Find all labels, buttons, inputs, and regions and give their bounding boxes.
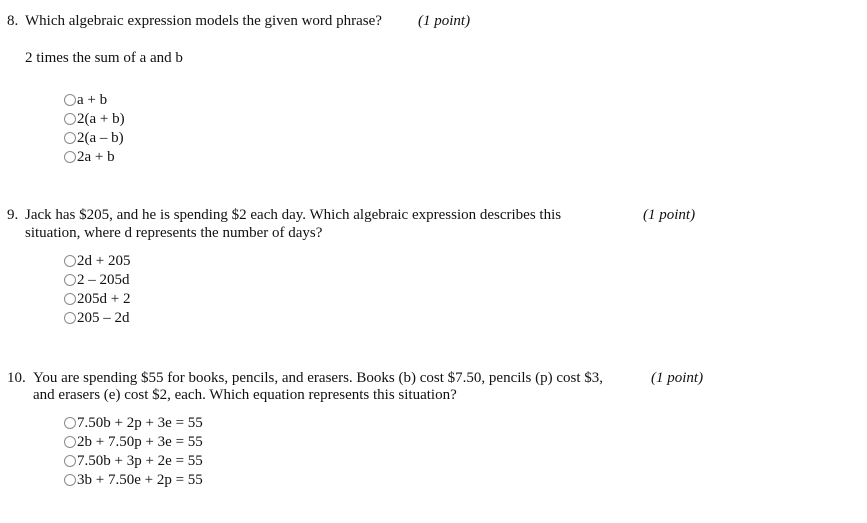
question-number: 10. [7,370,26,386]
answer-option[interactable] [64,308,130,327]
radio-button[interactable] [64,455,76,467]
answer-option[interactable] [64,470,203,489]
question-text: Which algebraic expression models the given word phrase? [25,13,382,29]
answer-option[interactable] [64,90,107,109]
question-points: (1 point) [651,370,704,386]
answer-option-label: 2d + 205 [77,252,131,269]
radio-button[interactable] [64,113,76,125]
radio-button[interactable] [64,151,76,163]
answer-option-label: 7.50b + 2p + 3e = 55 [77,414,203,431]
question-text-continued: and erasers (e) cost $2, each. Which equation represents this situation? [33,387,457,403]
radio-button[interactable] [64,94,76,106]
question-points: (1 point) [643,207,696,223]
question-prompt: 2 times the sum of a and b [25,50,183,66]
answer-option-label: 3b + 7.50e + 2p = 55 [77,471,203,488]
radio-button[interactable] [64,132,76,144]
answer-option[interactable] [64,413,203,432]
question-text: Jack has $205, and he is spending $2 each day. Which algebraic expression describes this [25,207,562,223]
answer-option[interactable] [64,451,203,470]
radio-button[interactable] [64,255,76,267]
answer-option-label: 2a + b [77,148,115,165]
answer-option-label: 205 – 2d [77,309,130,326]
question-number: 9. [7,207,19,223]
answer-option-label: a + b [77,91,108,108]
answer-option-label: 2(a – b) [77,129,124,146]
question-text: You are spending $55 for books, pencils, and erasers. Books (b) cost $7.50, pencils (p) cost $3, [33,370,604,386]
radio-button[interactable] [64,474,76,486]
answer-option-label: 2 – 205d [77,271,130,288]
answer-option-label: 2(a + b) [77,110,125,127]
radio-button[interactable] [64,274,76,286]
question-points: (1 point) [418,13,471,29]
answer-option-label: 7.50b + 3p + 2e = 55 [77,452,203,469]
answer-option[interactable] [64,270,130,289]
answer-option[interactable] [64,251,130,270]
answer-option[interactable] [64,128,124,147]
question-number: 8. [7,13,19,29]
answer-option-label: 205d + 2 [77,290,131,307]
radio-button[interactable] [64,436,76,448]
answer-option-label: 2b + 7.50p + 3e = 55 [77,433,203,450]
answer-option[interactable] [64,147,115,166]
answer-option[interactable] [64,289,130,308]
question-text-continued: situation, where d represents the number of days? [25,225,323,241]
radio-button[interactable] [64,293,76,305]
answer-option[interactable] [64,432,203,451]
radio-button[interactable] [64,312,76,324]
radio-button[interactable] [64,417,76,429]
answer-option[interactable] [64,109,125,128]
